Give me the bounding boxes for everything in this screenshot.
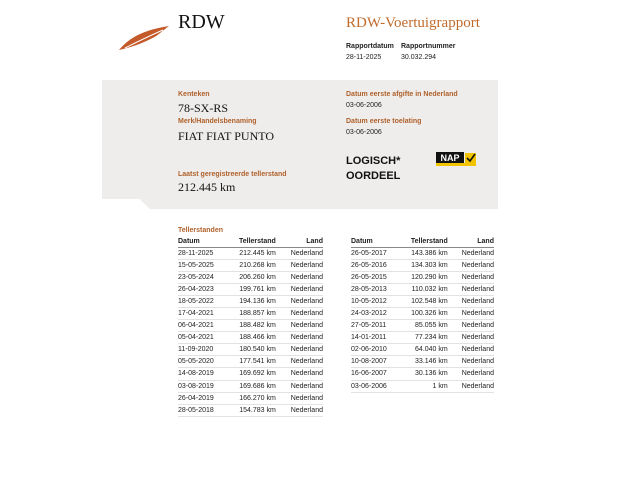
cell-country: Nederland bbox=[276, 307, 323, 319]
cell-reading: 188.482 km bbox=[222, 320, 276, 332]
cell-country: Nederland bbox=[448, 283, 494, 295]
report-title: RDW-Voertuigrapport bbox=[346, 15, 480, 31]
cell-reading: 188.466 km bbox=[222, 332, 276, 344]
cell-reading: 33.146 km bbox=[395, 356, 448, 368]
cell-date: 06-04-2021 bbox=[178, 320, 222, 332]
cell-reading: 212.445 km bbox=[222, 247, 276, 259]
column-header-date: Datum bbox=[178, 236, 222, 247]
table-row bbox=[351, 283, 494, 295]
cell-reading: 177.541 km bbox=[222, 356, 276, 368]
cell-reading: 206.260 km bbox=[222, 271, 276, 283]
cell-reading: 143.386 km bbox=[395, 247, 448, 259]
table-row bbox=[178, 332, 323, 344]
cell-reading: 169.686 km bbox=[222, 380, 276, 392]
make-label: Merk/Handelsbenaming bbox=[178, 118, 257, 125]
cell-country: Nederland bbox=[276, 380, 323, 392]
cell-country: Nederland bbox=[276, 392, 323, 404]
cell-country: Nederland bbox=[276, 368, 323, 380]
cell-reading: 210.268 km bbox=[222, 259, 276, 271]
table-row bbox=[178, 392, 323, 404]
cell-reading: 30.136 km bbox=[395, 368, 448, 380]
cell-country: Nederland bbox=[276, 247, 323, 259]
cell-reading: 100.326 km bbox=[395, 307, 448, 319]
mileage-value: 212.445 km bbox=[178, 180, 236, 194]
cell-country: Nederland bbox=[276, 259, 323, 271]
cell-reading: 166.270 km bbox=[222, 392, 276, 404]
cell-date: 23-05-2024 bbox=[178, 271, 222, 283]
table-row bbox=[351, 332, 494, 344]
cell-date: 26-05-2015 bbox=[351, 271, 395, 283]
cell-country: Nederland bbox=[276, 356, 323, 368]
report-number-label: Rapportnummer bbox=[401, 43, 456, 50]
column-header-date: Datum bbox=[351, 236, 395, 247]
table-row bbox=[351, 380, 494, 392]
table-row bbox=[351, 295, 494, 307]
table-row bbox=[178, 344, 323, 356]
cell-country: Nederland bbox=[448, 368, 494, 380]
cell-date: 05-05-2020 bbox=[178, 356, 222, 368]
cell-reading: 110.032 km bbox=[395, 283, 448, 295]
first-admission-value: 03-06-2006 bbox=[346, 129, 382, 136]
mileage-label: Laatst geregistreerde tellerstand bbox=[178, 171, 287, 178]
cell-reading: 77.234 km bbox=[395, 332, 448, 344]
table-header-row bbox=[178, 236, 323, 247]
report-date-label: Rapportdatum bbox=[346, 43, 394, 50]
table-row bbox=[351, 368, 494, 380]
table-row bbox=[178, 320, 323, 332]
verdict-line-1: LOGISCH* bbox=[346, 155, 401, 167]
cell-country: Nederland bbox=[276, 344, 323, 356]
cell-country: Nederland bbox=[448, 247, 494, 259]
cell-country: Nederland bbox=[276, 283, 323, 295]
cell-reading: 194.136 km bbox=[222, 295, 276, 307]
cell-reading: 64.040 km bbox=[395, 344, 448, 356]
report-number-block bbox=[401, 43, 455, 61]
report-number-value: 30.032.294 bbox=[401, 54, 437, 61]
brand-name: RDW bbox=[178, 11, 225, 33]
cell-date: 26-04-2019 bbox=[178, 392, 222, 404]
cell-country: Nederland bbox=[276, 404, 323, 416]
cell-country: Nederland bbox=[276, 295, 323, 307]
plate-value: 78-SX-RS bbox=[178, 101, 229, 115]
table-row bbox=[351, 344, 494, 356]
report-date-block bbox=[346, 43, 394, 61]
table-row bbox=[178, 368, 323, 380]
cell-country: Nederland bbox=[448, 259, 494, 271]
cell-country: Nederland bbox=[448, 295, 494, 307]
column-header-reading: Tellerstand bbox=[395, 236, 448, 247]
table-header-row bbox=[351, 236, 494, 247]
cell-date: 26-05-2017 bbox=[351, 247, 395, 259]
cell-country: Nederland bbox=[448, 344, 494, 356]
cell-reading: 199.761 km bbox=[222, 283, 276, 295]
table-row bbox=[178, 283, 323, 295]
cell-country: Nederland bbox=[448, 332, 494, 344]
cell-date: 17-04-2021 bbox=[178, 307, 222, 319]
cell-country: Nederland bbox=[448, 271, 494, 283]
cell-country: Nederland bbox=[448, 380, 494, 392]
cell-country: Nederland bbox=[448, 356, 494, 368]
cell-date: 27-05-2011 bbox=[351, 320, 395, 332]
cell-reading: 188.857 km bbox=[222, 307, 276, 319]
first-admission-label: Datum eerste toelating bbox=[346, 118, 422, 125]
table-row bbox=[178, 380, 323, 392]
table-row bbox=[178, 247, 323, 259]
cell-reading: 120.290 km bbox=[395, 271, 448, 283]
readings-title: Tellerstanden bbox=[178, 227, 223, 234]
cell-date: 10-08-2007 bbox=[351, 356, 395, 368]
cell-date: 14-01-2011 bbox=[351, 332, 395, 344]
table-row bbox=[351, 247, 494, 259]
cell-date: 14-08-2019 bbox=[178, 368, 222, 380]
cell-date: 18-05-2022 bbox=[178, 295, 222, 307]
column-header-country: Land bbox=[276, 236, 323, 247]
cell-date: 28-05-2018 bbox=[178, 404, 222, 416]
table-row bbox=[351, 320, 494, 332]
table-row bbox=[178, 259, 323, 271]
make-value: FIAT FIAT PUNTO bbox=[178, 129, 275, 143]
plate-label: Kenteken bbox=[178, 91, 210, 98]
readings-table-left bbox=[178, 236, 323, 417]
cell-date: 15-05-2025 bbox=[178, 259, 222, 271]
cell-date: 28-05-2013 bbox=[351, 283, 395, 295]
table-row bbox=[351, 356, 494, 368]
table-row bbox=[178, 271, 323, 283]
table-row bbox=[351, 271, 494, 283]
column-header-country: Land bbox=[448, 236, 494, 247]
cell-date: 02-06-2010 bbox=[351, 344, 395, 356]
table-row bbox=[178, 295, 323, 307]
cell-date: 26-05-2016 bbox=[351, 259, 395, 271]
nap-text: NAP bbox=[440, 153, 460, 163]
cell-reading: 134.303 km bbox=[395, 259, 448, 271]
cell-country: Nederland bbox=[448, 307, 494, 319]
cell-country: Nederland bbox=[448, 320, 494, 332]
readings-table-right bbox=[351, 236, 494, 393]
cell-country: Nederland bbox=[276, 271, 323, 283]
table-row bbox=[178, 307, 323, 319]
logical-verdict bbox=[346, 154, 400, 184]
cell-reading: 102.548 km bbox=[395, 295, 448, 307]
cell-country: Nederland bbox=[276, 320, 323, 332]
first-issue-nl-value: 03-06-2006 bbox=[346, 102, 382, 109]
cell-date: 11-09-2020 bbox=[178, 344, 222, 356]
cell-date: 03-06-2006 bbox=[351, 380, 395, 392]
report-date-value: 28-11-2025 bbox=[346, 54, 382, 61]
column-header-reading: Tellerstand bbox=[222, 236, 276, 247]
cell-date: 10-05-2012 bbox=[351, 295, 395, 307]
rdw-logo-icon bbox=[117, 24, 171, 52]
cell-reading: 154.783 km bbox=[222, 404, 276, 416]
nap-logo-icon bbox=[436, 152, 476, 166]
cell-country: Nederland bbox=[276, 332, 323, 344]
cell-reading: 85.055 km bbox=[395, 320, 448, 332]
cell-date: 26-04-2023 bbox=[178, 283, 222, 295]
cell-date: 05-04-2021 bbox=[178, 332, 222, 344]
vehicle-summary-panel bbox=[102, 80, 498, 209]
cell-date: 28-11-2025 bbox=[178, 247, 222, 259]
table-row bbox=[351, 259, 494, 271]
first-issue-nl-label: Datum eerste afgifte in Nederland bbox=[346, 91, 458, 98]
cell-date: 03-08-2019 bbox=[178, 380, 222, 392]
cell-reading: 1 km bbox=[395, 380, 448, 392]
cell-reading: 180.540 km bbox=[222, 344, 276, 356]
cell-reading: 169.692 km bbox=[222, 368, 276, 380]
table-row bbox=[178, 404, 323, 416]
table-row bbox=[351, 307, 494, 319]
verdict-line-2: OORDEEL bbox=[346, 170, 401, 182]
table-row bbox=[178, 356, 323, 368]
cell-date: 24-03-2012 bbox=[351, 307, 395, 319]
cell-date: 16-06-2007 bbox=[351, 368, 395, 380]
